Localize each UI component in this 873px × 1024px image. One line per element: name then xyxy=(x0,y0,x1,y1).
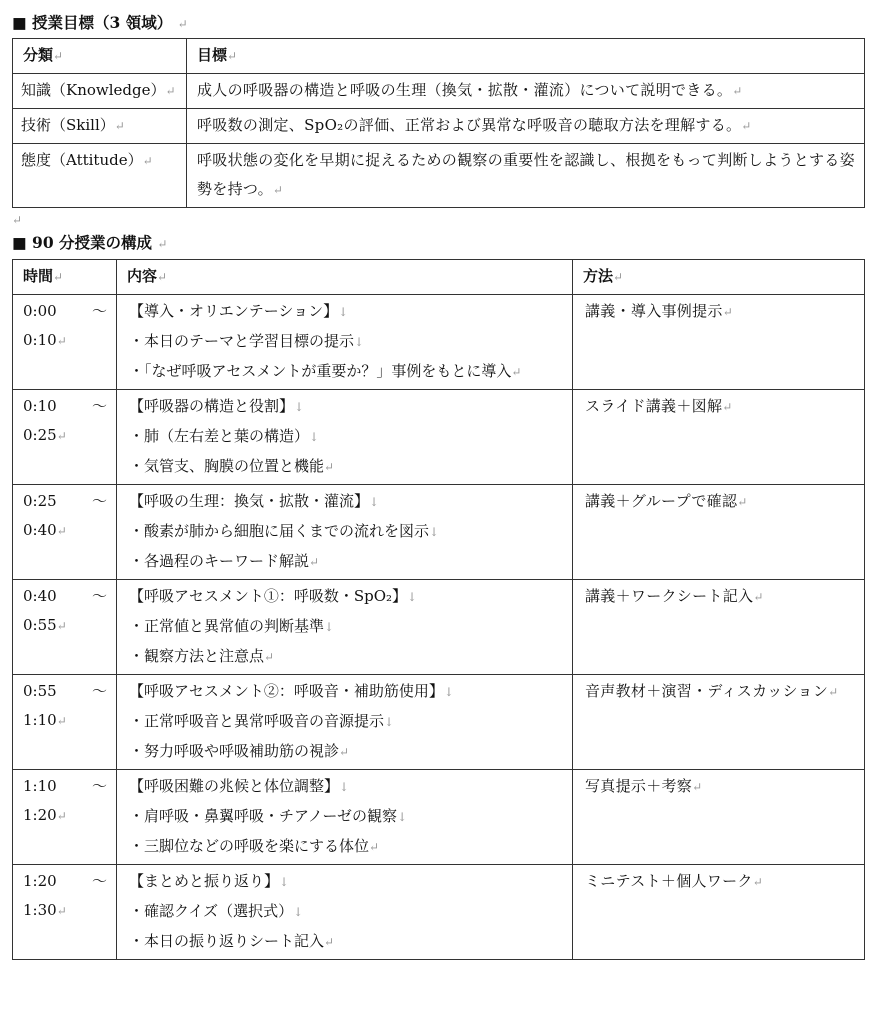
time-separator: ～ xyxy=(91,587,107,605)
topic-text: 【呼吸アセスメント②：呼吸音・補助筋使用】 xyxy=(129,682,444,700)
goal-text: 呼吸数の測定、SpO₂の評価、正常および異常な呼吸音の聴取方法を理解する。 xyxy=(197,116,742,134)
time-end-line xyxy=(23,801,111,831)
time-cell xyxy=(13,485,117,580)
header-method-label: 方法 xyxy=(583,267,614,285)
paragraph-mark: ↵ xyxy=(157,237,168,251)
content-topic xyxy=(129,677,567,707)
paragraph-mark: ↵ xyxy=(177,17,188,31)
content-item xyxy=(129,802,567,832)
line-break-mark: ↓ xyxy=(294,400,305,414)
content-topic xyxy=(129,772,567,802)
paragraph-mark: ↵ xyxy=(12,213,23,227)
time-end: 1:30 xyxy=(23,901,57,919)
document-page xyxy=(12,10,865,960)
paragraph-mark: ↵ xyxy=(737,495,748,509)
content-item xyxy=(129,327,567,357)
paragraph-mark: ↵ xyxy=(114,119,125,133)
method-cell xyxy=(573,865,865,960)
paragraph-mark: ↵ xyxy=(56,714,67,728)
content-cell xyxy=(117,770,573,865)
line-break-mark: ↓ xyxy=(369,495,380,509)
item-text: ・観察方法と注意点 xyxy=(129,647,265,665)
header-cell-goal xyxy=(187,39,865,74)
topic-text: 【呼吸困難の兆候と体位調整】 xyxy=(129,777,340,795)
paragraph-mark: ↵ xyxy=(613,270,624,284)
paragraph-mark: ↵ xyxy=(227,49,238,63)
time-cell xyxy=(13,580,117,675)
time-end-line xyxy=(23,326,111,356)
item-text: ・本日の振り返りシート記入 xyxy=(129,932,325,950)
method-text: 音声教材＋演習・ディスカッション xyxy=(585,682,829,700)
content-cell xyxy=(117,675,573,770)
paragraph-mark: ↵ xyxy=(692,780,703,794)
item-text: ・各過程のキーワード解説 xyxy=(129,552,310,570)
time-end: 0:40 xyxy=(23,521,57,539)
time-start: 0:25 xyxy=(23,492,57,510)
method-line xyxy=(585,487,859,517)
content-item xyxy=(129,452,567,482)
method-cell xyxy=(573,485,865,580)
time-cell xyxy=(13,675,117,770)
method-line xyxy=(585,867,859,897)
method-line xyxy=(585,297,859,327)
paragraph-mark: ↵ xyxy=(741,119,752,133)
content-topic xyxy=(129,392,567,422)
header-content-label: 内容 xyxy=(127,267,158,285)
content-cell xyxy=(117,295,573,390)
time-start-line xyxy=(23,677,111,706)
content-cell xyxy=(117,485,573,580)
paragraph-mark: ↵ xyxy=(157,270,168,284)
content-item xyxy=(129,897,567,927)
time-separator: ～ xyxy=(91,302,107,320)
line-break-mark: ↓ xyxy=(397,810,408,824)
item-text: ・「なぜ呼吸アセスメントが重要か？」事例をもとに導入 xyxy=(129,362,512,380)
content-cell xyxy=(117,865,573,960)
content-item xyxy=(129,547,567,577)
paragraph-mark: ↵ xyxy=(142,154,153,168)
paragraph-mark: ↵ xyxy=(56,429,67,443)
time-end-line xyxy=(23,896,111,926)
content-topic xyxy=(129,582,567,612)
time-end: 0:25 xyxy=(23,426,57,444)
time-separator: ～ xyxy=(91,872,107,890)
line-break-mark: ↓ xyxy=(338,305,349,319)
paragraph-mark: ↵ xyxy=(732,84,743,98)
line-break-mark: ↓ xyxy=(384,715,395,729)
content-item xyxy=(129,642,567,672)
method-line xyxy=(585,582,859,612)
topic-text: 【呼吸の生理：換気・拡散・灌流】 xyxy=(129,492,370,510)
schedule-row xyxy=(13,770,865,865)
goals-row xyxy=(13,144,865,208)
paragraph-mark: ↵ xyxy=(56,809,67,823)
line-break-mark: ↓ xyxy=(429,525,440,539)
schedule-row xyxy=(13,485,865,580)
method-text: 講義・導入事例提示 xyxy=(585,302,723,320)
time-separator: ～ xyxy=(91,682,107,700)
item-text: ・正常値と異常値の判断基準 xyxy=(129,617,325,635)
content-item xyxy=(129,707,567,737)
time-start: 0:00 xyxy=(23,302,57,320)
time-cell xyxy=(13,390,117,485)
time-start: 0:40 xyxy=(23,587,57,605)
paragraph-mark: ↵ xyxy=(56,904,67,918)
time-cell xyxy=(13,770,117,865)
line-break-mark: ↓ xyxy=(309,430,320,444)
paragraph-mark: ↵ xyxy=(324,935,335,949)
header-goal-label: 目標 xyxy=(197,46,228,64)
line-break-mark: ↓ xyxy=(279,875,290,889)
content-item xyxy=(129,737,567,767)
goal-cell xyxy=(187,144,865,208)
content-cell xyxy=(117,390,573,485)
paragraph-mark: ↵ xyxy=(272,183,283,197)
goal-text: 成人の呼吸器の構造と呼吸の生理（換気・拡散・灌流）について説明できる。 xyxy=(197,81,733,99)
method-text: 講義＋ワークシート記入 xyxy=(585,587,754,605)
section2-title: ■ 90 分授業の構成 xyxy=(12,233,153,252)
content-item xyxy=(129,517,567,547)
schedule-row xyxy=(13,295,865,390)
item-text: ・酸素が肺から細胞に届くまでの流れを図示 xyxy=(129,522,430,540)
header-time-label: 時間 xyxy=(23,267,54,285)
goals-row xyxy=(13,109,865,144)
schedule-table xyxy=(12,259,865,960)
time-start: 0:55 xyxy=(23,682,57,700)
item-text: ・本日のテーマと学習目標の提示 xyxy=(129,332,355,350)
paragraph-mark: ↵ xyxy=(56,524,67,538)
category-cell xyxy=(13,109,187,144)
paragraph-mark: ↵ xyxy=(339,745,350,759)
time-cell xyxy=(13,865,117,960)
item-text: ・努力呼吸や呼吸補助筋の視診 xyxy=(129,742,340,760)
paragraph-mark: ↵ xyxy=(309,555,320,569)
paragraph-mark: ↵ xyxy=(722,305,734,319)
line-break-mark: ↓ xyxy=(293,905,304,919)
goal-cell xyxy=(187,74,865,109)
section2-heading xyxy=(12,230,865,256)
content-topic xyxy=(129,297,567,327)
item-text: ・正常呼吸音と異常呼吸音の音源提示 xyxy=(129,712,385,730)
time-start-line xyxy=(23,487,111,516)
goal-cell xyxy=(187,109,865,144)
method-text: スライド講義＋図解 xyxy=(585,397,723,415)
time-end-line xyxy=(23,611,111,641)
line-break-mark: ↓ xyxy=(407,590,418,604)
paragraph-mark: ↵ xyxy=(53,270,64,284)
schedule-header-row xyxy=(13,260,865,295)
schedule-row xyxy=(13,580,865,675)
section1-heading xyxy=(12,10,865,36)
content-item xyxy=(129,612,567,642)
item-text: ・肺（左右差と葉の構造） xyxy=(129,427,310,445)
time-start-line xyxy=(23,867,111,896)
content-item xyxy=(129,832,567,862)
category-text: 態度（Attitude） xyxy=(21,151,143,169)
paragraph-mark: ↵ xyxy=(53,49,64,63)
paragraph-mark: ↵ xyxy=(511,365,522,379)
time-end: 1:20 xyxy=(23,806,57,824)
method-text: 講義＋グループで確認 xyxy=(585,492,738,510)
paragraph-mark: ↵ xyxy=(56,619,67,633)
time-start-line xyxy=(23,772,111,801)
line-break-mark: ↓ xyxy=(354,335,365,349)
time-start: 0:10 xyxy=(23,397,57,415)
goals-row xyxy=(13,74,865,109)
item-text: ・気管支、胸膜の位置と機能 xyxy=(129,457,325,475)
paragraph-mark: ↵ xyxy=(165,84,176,98)
header-cell-method xyxy=(573,260,865,295)
time-separator: ～ xyxy=(91,492,107,510)
line-break-mark: ↓ xyxy=(443,685,454,699)
method-text: 写真提示＋考察 xyxy=(585,777,693,795)
paragraph-mark: ↵ xyxy=(753,590,764,604)
paragraph-mark: ↵ xyxy=(264,650,275,664)
method-text: ミニテスト＋個人ワーク xyxy=(585,872,753,890)
category-cell xyxy=(13,144,187,208)
topic-text: 【まとめと振り返り】 xyxy=(129,872,280,890)
empty-paragraph xyxy=(12,208,865,230)
method-cell xyxy=(573,390,865,485)
time-separator: ～ xyxy=(91,397,107,415)
topic-text: 【呼吸器の構造と役割】 xyxy=(129,397,295,415)
line-break-mark: ↓ xyxy=(339,780,350,794)
paragraph-mark: ↵ xyxy=(56,334,67,348)
goals-header-row xyxy=(13,39,865,74)
category-text: 知識（Knowledge） xyxy=(21,81,166,99)
topic-text: 【呼吸アセスメント①：呼吸数・SpO₂】 xyxy=(129,587,408,605)
method-line xyxy=(585,677,859,707)
method-cell xyxy=(573,770,865,865)
item-text: ・三脚位などの呼吸を楽にする体位 xyxy=(129,837,370,855)
time-start-line xyxy=(23,392,111,421)
category-cell xyxy=(13,74,187,109)
goal-text: 呼吸状態の変化を早期に捉えるための観察の重要性を認識し、根拠をもって判断しようとする姿勢を持つ。 xyxy=(197,151,855,198)
category-text: 技術（Skill） xyxy=(21,116,115,134)
time-end-line xyxy=(23,421,111,451)
content-topic xyxy=(129,867,567,897)
time-end: 0:10 xyxy=(23,331,57,349)
method-cell xyxy=(573,580,865,675)
method-line xyxy=(585,392,859,422)
item-text: ・確認クイズ（選択式） xyxy=(129,902,294,920)
schedule-row xyxy=(13,390,865,485)
header-category-label: 分類 xyxy=(23,46,54,64)
time-cell xyxy=(13,295,117,390)
paragraph-mark: ↵ xyxy=(752,875,764,889)
content-item xyxy=(129,927,567,957)
time-start-line xyxy=(23,297,111,326)
header-cell-time xyxy=(13,260,117,295)
item-text: ・肩呼吸・鼻翼呼吸・チアノーゼの観察 xyxy=(129,807,398,825)
content-topic xyxy=(129,487,567,517)
schedule-row xyxy=(13,675,865,770)
topic-text: 【導入・オリエンテーション】 xyxy=(129,302,339,320)
paragraph-mark: ↵ xyxy=(828,685,839,699)
time-end-line xyxy=(23,516,111,546)
method-line xyxy=(585,772,859,802)
time-start: 1:10 xyxy=(23,777,57,795)
content-item xyxy=(129,422,567,452)
content-cell xyxy=(117,580,573,675)
paragraph-mark: ↵ xyxy=(324,460,335,474)
goals-table xyxy=(12,38,865,208)
header-cell-content xyxy=(117,260,573,295)
time-end: 0:55 xyxy=(23,616,57,634)
time-separator: ～ xyxy=(91,777,107,795)
line-break-mark: ↓ xyxy=(324,620,335,634)
time-start-line xyxy=(23,582,111,611)
method-cell xyxy=(573,675,865,770)
paragraph-mark: ↵ xyxy=(369,840,380,854)
header-cell-category xyxy=(13,39,187,74)
time-end: 1:10 xyxy=(23,711,57,729)
content-item xyxy=(129,357,567,387)
schedule-row xyxy=(13,865,865,960)
time-end-line xyxy=(23,706,111,736)
paragraph-mark: ↵ xyxy=(722,400,733,414)
section1-title: ■ 授業目標（3 領域） xyxy=(12,13,173,32)
time-start: 1:20 xyxy=(23,872,57,890)
method-cell xyxy=(573,295,865,390)
